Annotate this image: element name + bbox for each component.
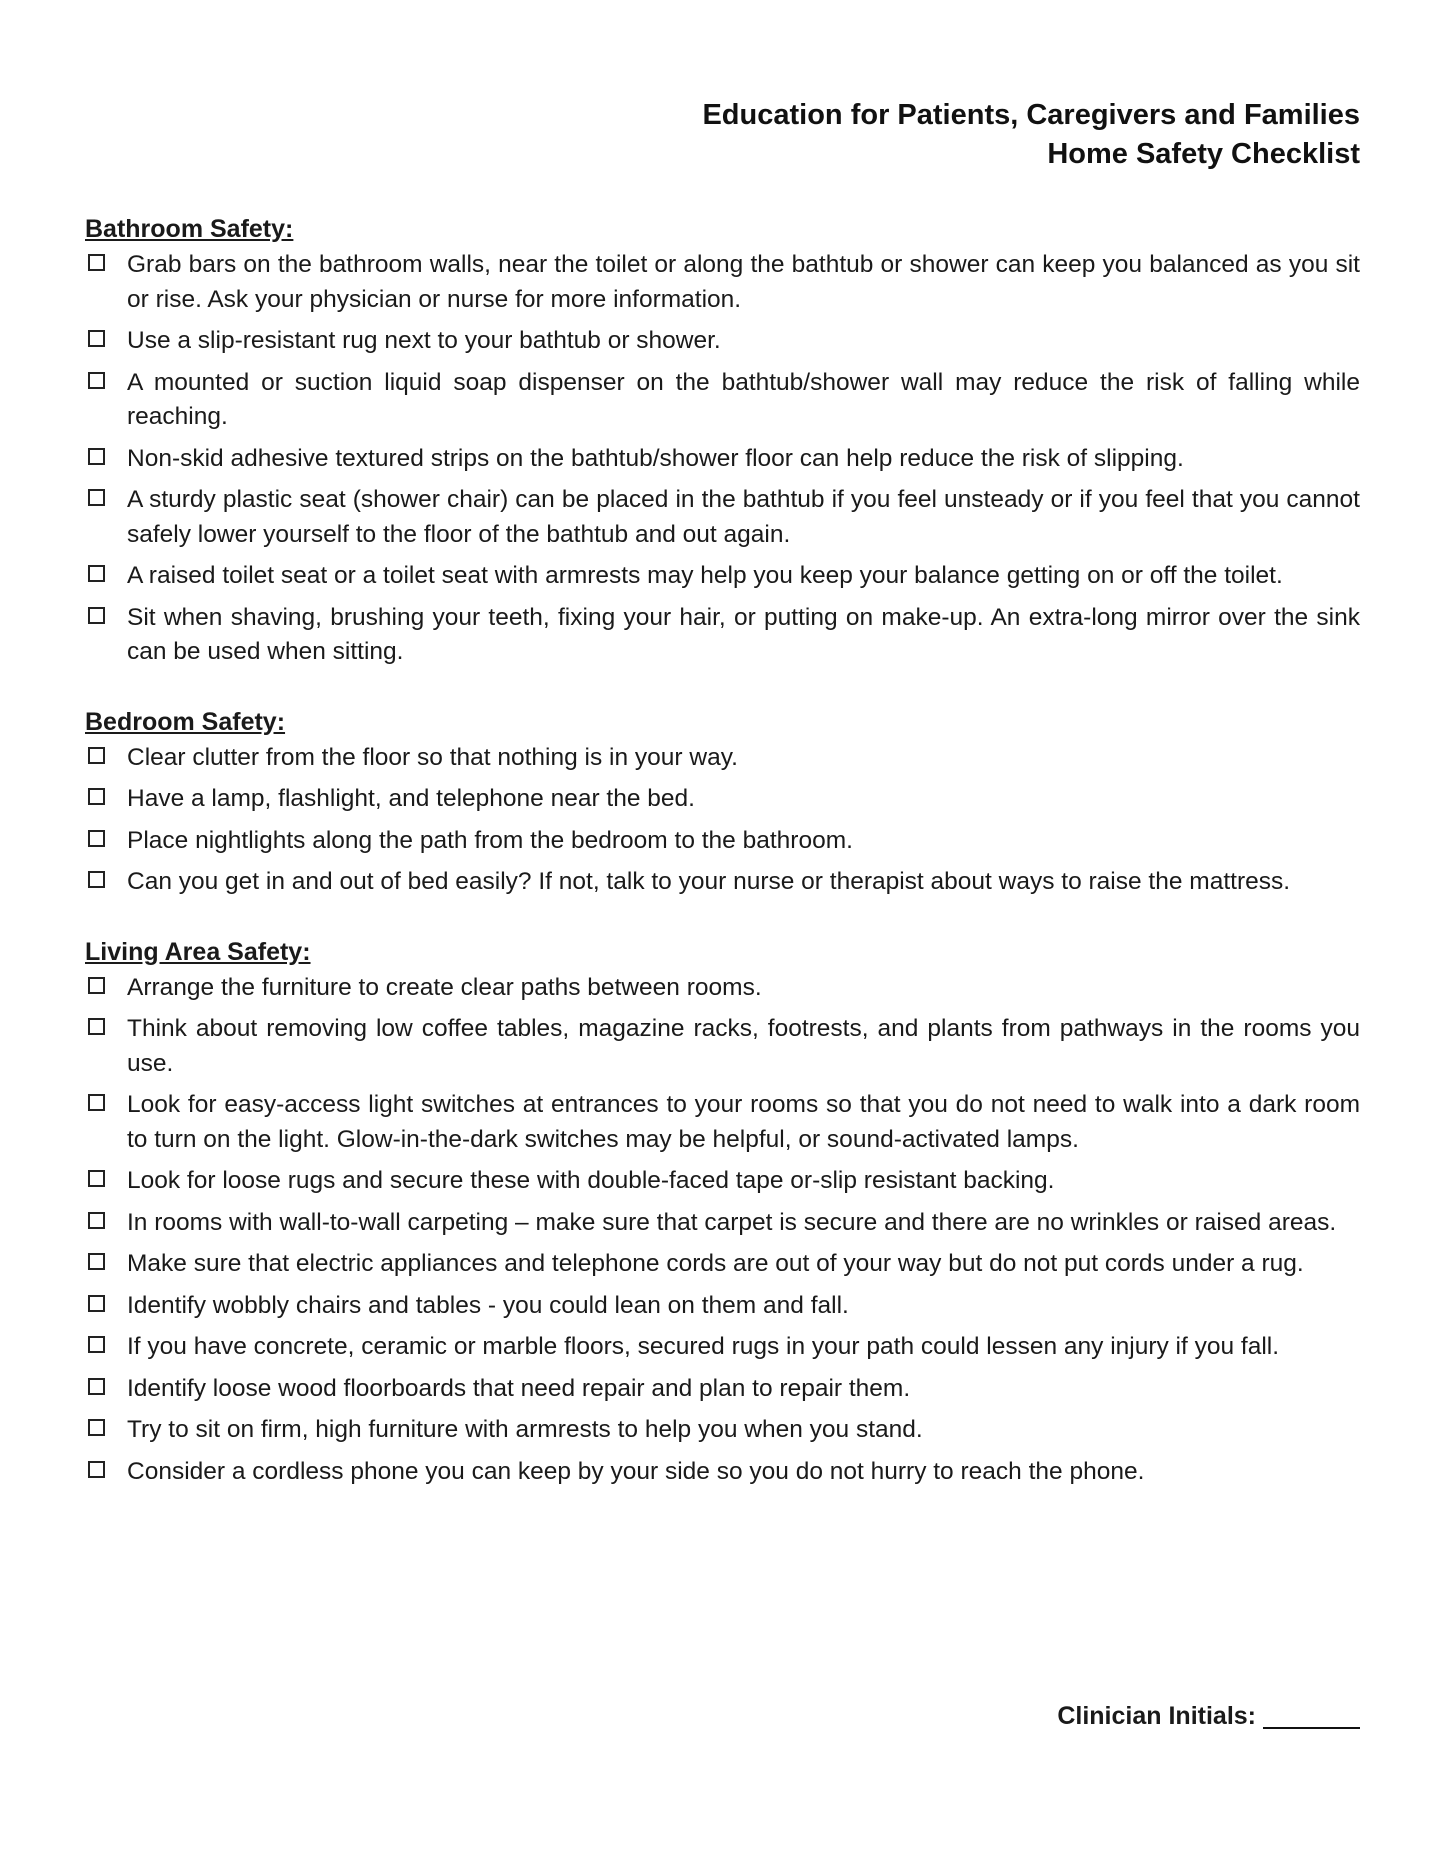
checklist-item-text: Identify loose wood floorboards that need repair and plan to repair them.: [127, 1374, 911, 1402]
checklist-item-text: Make sure that electric appliances and telephone cords are out of your way but do not put cords under a rug.: [127, 1250, 1304, 1277]
checkbox[interactable]: [88, 1295, 105, 1312]
checklist-item-text: A sturdy plastic seat (shower chair) can be placed in the bathtub if you feel unsteady or if you feel that you cannot safely lower yourself to the floor of the bathtub and out again.: [127, 486, 1360, 548]
initials-blank-line[interactable]: [1263, 1703, 1360, 1729]
checkbox[interactable]: [88, 1336, 105, 1353]
section-living-area-safety: [85, 935, 1360, 1490]
checklist-item-text: Think about removing low coffee tables, magazine racks, footrests, and plants from pathways in the rooms you use.: [127, 1015, 1360, 1077]
checkbox[interactable]: [88, 254, 105, 271]
checklist-item: [85, 248, 1360, 317]
checklist-item: [85, 1455, 1360, 1490]
checkbox[interactable]: [88, 788, 105, 805]
checkbox[interactable]: [88, 1419, 105, 1436]
checklist: [85, 741, 1360, 900]
checklist-item: [85, 1372, 1360, 1407]
checkbox[interactable]: [88, 1094, 105, 1111]
checklist-item-text: Look for easy-access light switches at entrances to your rooms so that you do not need to walk into a dark room to turn on the light. Glow-in-the-dark switches may be helpful, or sound-activated lamps.: [127, 1091, 1360, 1153]
checkbox[interactable]: [88, 1378, 105, 1395]
checklist-item: [85, 1247, 1360, 1282]
section-title: Bedroom Safety:: [85, 707, 286, 736]
checklist-item: [85, 741, 1360, 776]
checklist-item: [85, 1206, 1360, 1241]
section-title: Bathroom Safety:: [85, 215, 294, 243]
checklist-item: [85, 865, 1360, 900]
checklist-item-text: Have a lamp, flashlight, and telephone near the bed.: [127, 785, 695, 812]
document-header: [85, 96, 1360, 174]
checklist-item: [85, 1289, 1360, 1324]
checklist-item-text: In rooms with wall-to-wall carpeting – make sure that carpet is secure and there are no wrinkles or raised areas.: [127, 1208, 1337, 1236]
header-subtitle: Home Safety Checklist: [1047, 138, 1360, 170]
section-bedroom-safety: [85, 705, 1360, 900]
checklist-item: [85, 324, 1360, 359]
checklist-item: [85, 559, 1360, 594]
section-title: Living Area Safety:: [85, 937, 311, 966]
checklist: [85, 248, 1360, 670]
checkbox[interactable]: [88, 330, 105, 347]
checklist-item: [85, 483, 1360, 552]
checklist-item-text: A mounted or suction liquid soap dispenser on the bathtub/shower wall may reduce the risk of falling while reaching.: [127, 368, 1360, 430]
document-page: [85, 96, 1360, 1489]
checkbox[interactable]: [88, 489, 105, 506]
checklist-item-text: Grab bars on the bathroom walls, near the toilet or along the bathtub or shower can keep you balanced as you sit or rise. Ask your physician or nurse for more information.: [127, 251, 1360, 313]
checklist-item-text: Place nightlights along the path from the bedroom to the bathroom.: [127, 826, 853, 854]
checklist-item-text: Can you get in and out of bed easily? If not, talk to your nurse or therapist about ways to raise the mattress.: [127, 868, 1291, 895]
checkbox[interactable]: [88, 1018, 105, 1035]
checkbox[interactable]: [88, 871, 105, 888]
checklist-item-text: Clear clutter from the floor so that nothing is in your way.: [127, 743, 738, 771]
checkbox[interactable]: [88, 1170, 105, 1187]
checklist-item: [85, 782, 1360, 817]
checklist-item-text: Use a slip-resistant rug next to your bathtub or shower.: [127, 327, 721, 354]
checklist-item: [85, 601, 1360, 670]
checklist-item: [85, 1164, 1360, 1199]
checkbox[interactable]: [88, 1212, 105, 1229]
checklist: [85, 971, 1360, 1490]
checklist-item-text: Try to sit on firm, high furniture with armrests to help you when you stand.: [127, 1416, 923, 1443]
checklist-item: [85, 366, 1360, 435]
checklist-item: [85, 1330, 1360, 1365]
checklist-item-text: Non-skid adhesive textured strips on the bathtub/shower floor can help reduce the risk of slipping.: [127, 444, 1184, 472]
checklist-item-text: A raised toilet seat or a toilet seat with armrests may help you keep your balance getting on or off the toilet.: [127, 562, 1283, 589]
checklist-item-text: Arrange the furniture to create clear paths between rooms.: [127, 973, 762, 1001]
checkbox[interactable]: [88, 977, 105, 994]
checkbox[interactable]: [88, 448, 105, 465]
section-bathroom-safety: [85, 212, 1360, 670]
checklist-item-text: Sit when shaving, brushing your teeth, fixing your hair, or putting on make-up. An extra-long mirror over the sink can be used when sitting.: [127, 603, 1360, 665]
checklist-item-text: Consider a cordless phone you can keep by your side so you do not hurry to reach the phone.: [127, 1457, 1145, 1485]
checklist-item: [85, 824, 1360, 859]
checkbox[interactable]: [88, 747, 105, 764]
clinician-initials: [1057, 1699, 1360, 1733]
checkbox[interactable]: [88, 1461, 105, 1478]
checklist-item: [85, 971, 1360, 1006]
checkbox[interactable]: [88, 1253, 105, 1270]
checkbox[interactable]: [88, 565, 105, 582]
checklist-item: [85, 1088, 1360, 1157]
checkbox[interactable]: [88, 372, 105, 389]
checkbox[interactable]: [88, 607, 105, 624]
checkbox[interactable]: [88, 830, 105, 847]
checklist-item-text: Identify wobbly chairs and tables - you could lean on them and fall.: [127, 1291, 849, 1319]
clinician-initials-label: Clinician Initials:: [1057, 1702, 1256, 1730]
header-title: Education for Patients, Caregivers and Families: [702, 99, 1360, 131]
checklist-item-text: Look for loose rugs and secure these with double-faced tape or-slip resistant backing.: [127, 1167, 1055, 1194]
checklist-item: [85, 442, 1360, 477]
checklist-item: [85, 1413, 1360, 1448]
checklist-item: [85, 1012, 1360, 1081]
checklist-item-text: If you have concrete, ceramic or marble floors, secured rugs in your path could lessen any injury if you fall.: [127, 1333, 1280, 1360]
